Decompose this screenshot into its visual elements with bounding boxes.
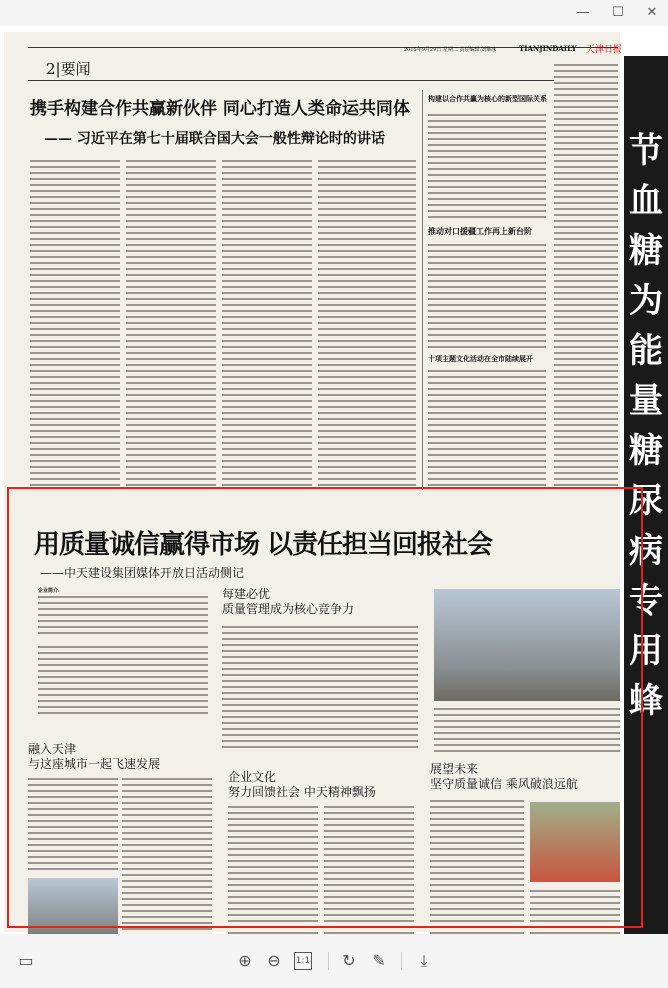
masthead-logo: 天津日报 <box>586 45 623 55</box>
section-heading: 企业文化 努力回馈社会 中天精神飘扬 <box>228 770 376 799</box>
download-icon[interactable]: ⤓ <box>420 951 428 970</box>
zoom-out-icon[interactable]: ⊖ <box>267 951 281 970</box>
maximize-icon[interactable]: ☐ <box>612 5 624 20</box>
close-icon[interactable]: ✕ <box>646 5 658 20</box>
actual-size-button[interactable]: 1:1 <box>294 952 312 970</box>
masthead-brand: TIANJINDAILY <box>519 44 577 53</box>
side-headline: 构建以合作共赢为核心的新型国际关系 <box>428 94 547 103</box>
top-subheadline: —— 习近平在第七十届联合国大会一般性辩论时的讲话 <box>44 131 385 147</box>
rotate-icon[interactable]: ↻ <box>342 951 356 970</box>
title-bar <box>0 0 668 26</box>
side-headline: 推动对口援疆工作再上新台阶 <box>428 226 532 236</box>
feature-headline: 用质量诚信赢得市场 以责任担当回报社会 <box>34 530 493 560</box>
masthead-meta: 2015年9月29日 星期二 责任编辑:刘攀冰 <box>404 47 497 53</box>
minimize-icon[interactable]: — <box>576 5 590 20</box>
section-heading: 每建必优 质量管理成为核心竞争力 <box>222 587 355 616</box>
vertical-ad: 节 血 糖 为 能 量 糖 尿 病 专 用 蜂 <box>624 56 668 956</box>
viewer-toolbar <box>0 934 668 988</box>
top-headline: 携手构建合作共赢新伙伴 同心打造人类命运共同体 <box>30 99 410 119</box>
highlight-box <box>7 487 643 928</box>
page-label: 2|要闻 <box>46 60 91 78</box>
section-heading: 展望未来 坚守质量诚信 乘风破浪远航 <box>430 762 578 791</box>
intro-label: 企业简介: <box>38 588 60 594</box>
feature-subheadline: ——中天建设集团媒体开放日活动侧记 <box>40 566 245 580</box>
zoom-in-icon[interactable]: ⊕ <box>238 951 252 970</box>
thumbnails-icon[interactable]: ▭ <box>18 951 34 970</box>
section-heading: 融入天津 与这座城市一起飞速发展 <box>28 742 161 771</box>
edit-pencil-icon[interactable]: ✎ <box>372 951 386 970</box>
side-headline: 十项主题文化活动在全市陆续展开 <box>428 354 533 363</box>
